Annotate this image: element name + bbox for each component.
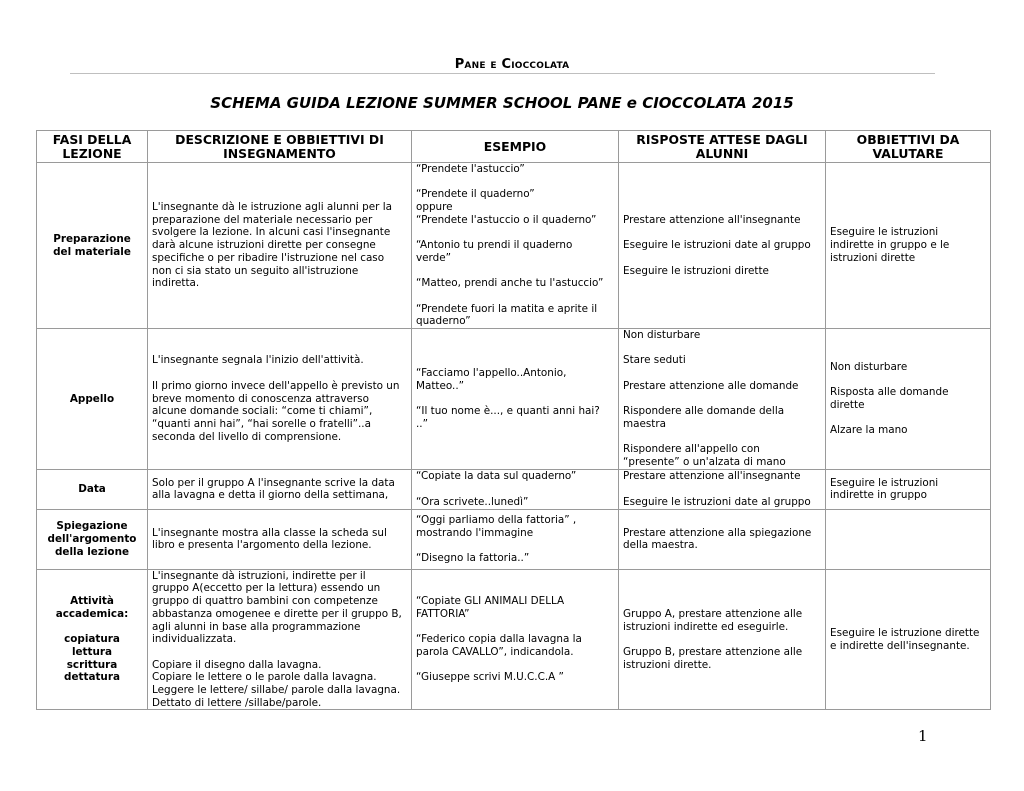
example-text: “Facciamo l'appello..Antonio, Matteo..”	[416, 367, 567, 392]
description-cell	[148, 469, 412, 509]
description-text: Solo per il gruppo A l'insegnante scrive la data alla lavagna e detta il giorno della settimana,	[152, 476, 395, 502]
description-text: L'insegnante dà le istruzione agli alunni per la preparazione del materiale necessario per svolgere la lezione. In alcuni casi l'insegnante darà alcune istruzioni dirette per consegne specifiche o per ribadire l'istruzione nel caso non ci sia stato un seguito all'istruzione indiretta.	[152, 201, 392, 290]
table-row	[37, 329, 991, 470]
example-text: “Federico copia dalla lavagna la parola CAVALLO”, indicandola.	[416, 633, 582, 658]
response-text: Prestare attenzione alla spiegazione della maestra.	[623, 526, 812, 552]
response-text: Prestare attenzione all'insegnante	[623, 213, 801, 226]
example-text: “Il tuo nome è..., e quanti anni hai? ..”	[416, 405, 600, 430]
header-divider	[70, 73, 935, 74]
column-header-description: DESCRIZIONE E OBBIETTIVI DI INSEGNAMENTO	[148, 131, 412, 163]
phase-label: Preparazione del materiale	[53, 232, 131, 258]
objective-text: Non disturbare	[830, 360, 908, 373]
phase-label: Attività accademica:	[55, 595, 129, 620]
table-row	[37, 509, 991, 569]
example-cell	[412, 329, 619, 470]
objective-text: Risposta alle domande dirette	[830, 386, 949, 411]
column-header-objectives: OBBIETTIVI DA VALUTARE	[826, 131, 991, 163]
response-cell	[619, 329, 826, 470]
example-text: “Oggi parliamo della fattoria” , mostrando l'immagine	[416, 513, 577, 539]
objective-cell	[826, 163, 991, 329]
description-text: Il primo giorno invece dell'appello è previsto un breve momento di conoscenza attraverso alcune domande sociali: “come ti chiami”, “quanti anni hai”, “hai sorelle o fratelli”..a seconda del livello di comprensione.	[152, 379, 400, 443]
table-row	[37, 569, 991, 710]
example-text: “Ora scrivete..lunedì”	[416, 495, 529, 508]
description-text: Copiare il disegno dalla lavagna. Copiare le lettere o le parole dalla lavagna. Leggere le lettere/ sillabe/ parole dalla lavagna. Dettato di lettere /sillabe/parole.	[152, 658, 401, 709]
response-text: Gruppo A, prestare attenzione alle istruzioni indirette ed eseguirle.	[623, 607, 803, 633]
example-text: “Prendete l'astuccio”	[416, 163, 525, 175]
response-text: Eseguire le istruzioni date al gruppo	[623, 495, 811, 508]
response-text: Rispondere alle domande della maestra	[623, 405, 785, 430]
column-header-example: ESEMPIO	[412, 131, 619, 163]
example-text: “Copiate GLI ANIMALI DELLA FATTORIA”	[416, 595, 565, 620]
phase-cell	[37, 469, 148, 509]
description-cell	[148, 163, 412, 329]
objective-text: Alzare la mano	[830, 424, 908, 437]
response-cell	[619, 163, 826, 329]
objective-cell	[826, 569, 991, 710]
phase-cell	[37, 509, 148, 569]
example-text: “Disegno la fattoria..”	[416, 551, 530, 564]
phase-label: Spiegazione dell'argomento della lezione	[47, 520, 137, 558]
phase-cell	[37, 569, 148, 710]
objective-text: Eseguire le istruzione dirette e indirette dell'insegnante.	[830, 626, 980, 652]
objective-cell	[826, 329, 991, 470]
objective-cell	[826, 509, 991, 569]
document-title: SCHEMA GUIDA LEZIONE SUMMER SCHOOL PANE e CIOCCOLATA 2015	[210, 94, 794, 112]
objective-text: Eseguire le istruzioni indirette in gruppo	[830, 476, 939, 502]
example-text: “Antonio tu prendi il quaderno verde”	[416, 239, 573, 264]
example-cell	[412, 469, 619, 509]
description-text: L'insegnante mostra alla classe la scheda sul libro e presenta l'argomento della lezione.	[152, 526, 387, 552]
response-cell	[619, 509, 826, 569]
lesson-plan-table	[36, 130, 991, 710]
table-row	[37, 163, 991, 329]
example-text: “Copiate la data sul quaderno”	[416, 470, 577, 483]
example-cell	[412, 569, 619, 710]
response-text: Rispondere all'appello con “presente” o un'alzata di mano	[623, 443, 786, 469]
description-text: L'insegnante dà istruzioni, indirette per il gruppo A(eccetto per la lettura) essendo un gruppo di quattro bambini con competenze abbastanza omogenee e dirette per il gruppo B, agli alunni in base alla programmazione individualizzata.	[152, 569, 402, 646]
response-cell	[619, 469, 826, 509]
response-cell	[619, 569, 826, 710]
objective-text: Eseguire le istruzioni indirette in gruppo e le istruzioni dirette	[830, 226, 950, 264]
response-text: Stare seduti	[623, 354, 686, 367]
response-text: Non disturbare	[623, 329, 701, 342]
description-cell	[148, 509, 412, 569]
phase-label: Appello	[69, 392, 115, 405]
example-text: “Prendete fuori la matita e aprite il quaderno”	[416, 302, 598, 328]
phase-label: Data	[78, 482, 106, 495]
example-text: “Giuseppe scrivi M.U.C.C.A ”	[416, 671, 564, 684]
phase-cell	[37, 163, 148, 329]
example-text: “Matteo, prendi anche tu l'astuccio”	[416, 277, 604, 290]
example-cell	[412, 163, 619, 329]
example-cell	[412, 509, 619, 569]
response-text: Prestare attenzione all'insegnante	[623, 470, 801, 483]
response-text: Gruppo B, prestare attenzione alle istruzioni dirette.	[623, 645, 803, 671]
response-text: Eseguire le istruzioni date al gruppo	[623, 239, 811, 252]
description-cell	[148, 329, 412, 470]
running-header: Pane e Cioccolata	[454, 57, 570, 72]
table-row	[37, 469, 991, 509]
objective-cell	[826, 469, 991, 509]
column-header-phases: FASI DELLA LEZIONE	[37, 131, 148, 163]
phase-cell	[37, 329, 148, 470]
column-header-responses: RISPOSTE ATTESE DAGLI ALUNNI	[619, 131, 826, 163]
example-text: “Prendete il quaderno” oppure “Prendete l'astuccio o il quaderno”	[416, 188, 597, 226]
description-cell	[148, 569, 412, 710]
table-header-row	[37, 131, 991, 163]
page-number: 1	[918, 727, 928, 745]
response-text: Prestare attenzione alle domande	[623, 379, 799, 392]
phase-label: copiatura lettura scrittura dettatura	[64, 633, 120, 684]
response-text: Eseguire le istruzioni dirette	[623, 264, 769, 277]
description-text: L'insegnante segnala l'inizio dell'attività.	[152, 354, 364, 367]
